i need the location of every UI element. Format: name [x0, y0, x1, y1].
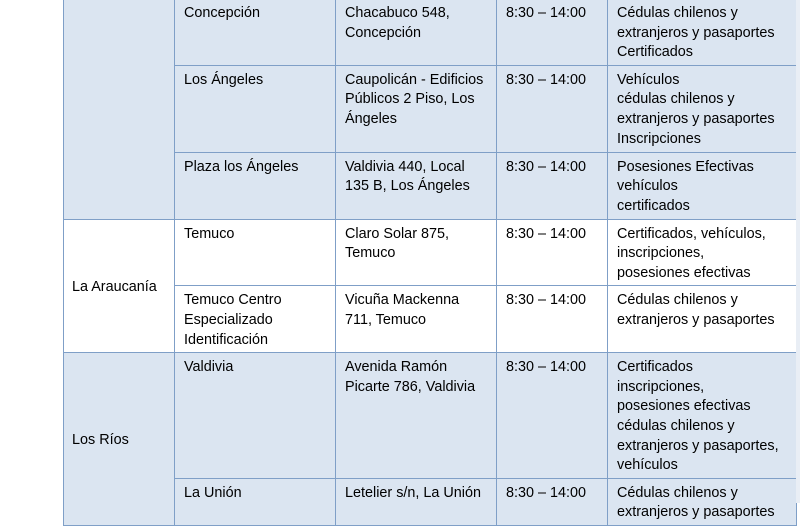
office-hours-cell: 8:30 – 14:00 [497, 478, 608, 525]
office-services-cell: Certificados inscripciones, posesiones efectivas cédulas chilenos y extranjeros y pasaportes, vehículos [608, 353, 797, 479]
office-name-cell: Los Ángeles [175, 65, 336, 152]
table-row [64, 219, 797, 286]
office-name-cell: Temuco Centro Especializado Identificación [175, 286, 336, 353]
office-services-cell: Cédulas chilenos y extranjeros y pasaportes [608, 478, 797, 525]
office-address-cell: Vicuña Mackenna 711, Temuco [336, 286, 497, 353]
page-edge-strip [796, 0, 800, 503]
office-name-cell: Plaza los Ángeles [175, 152, 336, 219]
office-services-cell: Certificados, vehículos, inscripciones, posesiones efectivas [608, 219, 797, 286]
region-cell: Los Ríos [64, 353, 175, 526]
region-cell [64, 0, 175, 219]
office-address-cell: Avenida Ramón Picarte 786, Valdivia [336, 353, 497, 479]
office-address-cell: Claro Solar 875, Temuco [336, 219, 497, 286]
office-name-cell: Temuco [175, 219, 336, 286]
office-address-cell: Caupolicán - Edificios Públicos 2 Piso, Los Ángeles [336, 65, 497, 152]
office-address-cell: Chacabuco 548, Concepción [336, 0, 497, 65]
region-cell: La Araucanía [64, 219, 175, 353]
office-address-cell: Valdivia 440, Local 135 B, Los Ángeles [336, 152, 497, 219]
office-hours-cell: 8:30 – 14:00 [497, 65, 608, 152]
office-address-cell: Letelier s/n, La Unión [336, 478, 497, 525]
table-row [64, 0, 797, 65]
office-services-cell: Posesiones Efectivas vehículos certificados [608, 152, 797, 219]
office-hours-cell: 8:30 – 14:00 [497, 152, 608, 219]
office-name-cell: Concepción [175, 0, 336, 65]
office-hours-cell: 8:30 – 14:00 [497, 286, 608, 353]
office-name-cell: Valdivia [175, 353, 336, 479]
office-services-cell: Cédulas chilenos y extranjeros y pasaportes [608, 286, 797, 353]
office-hours-cell: 8:30 – 14:00 [497, 353, 608, 479]
office-services-cell: Vehículos cédulas chilenos y extranjeros y pasaportes Inscripciones [608, 65, 797, 152]
office-name-cell: La Unión [175, 478, 336, 525]
office-hours-cell: 8:30 – 14:00 [497, 0, 608, 65]
offices-table [63, 0, 797, 526]
office-services-cell: Cédulas chilenos y extranjeros y pasaportes Certificados [608, 0, 797, 65]
office-hours-cell: 8:30 – 14:00 [497, 219, 608, 286]
table-row [64, 353, 797, 479]
